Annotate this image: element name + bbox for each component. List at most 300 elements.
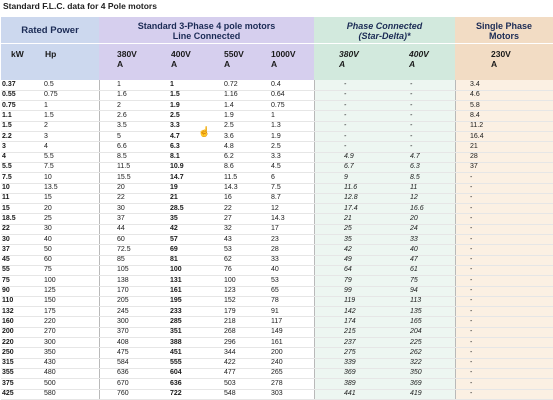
table-cell: 11 bbox=[2, 194, 10, 202]
table-cell: 3 bbox=[44, 132, 48, 140]
table-cell: 35 bbox=[344, 235, 352, 243]
table-cell: 0.37 bbox=[2, 81, 16, 88]
table-cell: 149 bbox=[271, 328, 283, 336]
table-cell: 30 bbox=[44, 225, 52, 233]
table-row bbox=[0, 317, 553, 327]
table-cell: 4 bbox=[44, 142, 48, 150]
table-cell: 389 bbox=[344, 379, 356, 387]
table-cell: 14.7 bbox=[170, 173, 184, 181]
table-cell: 49 bbox=[344, 256, 352, 264]
table-cell: - bbox=[344, 91, 347, 99]
table-cell: 10 bbox=[44, 173, 52, 181]
table-cell: - bbox=[470, 369, 473, 377]
table-cell: 15 bbox=[44, 194, 52, 202]
table-row bbox=[0, 224, 553, 234]
table-cell: 4.5 bbox=[271, 163, 281, 171]
table-cell: 1.9 bbox=[224, 111, 234, 119]
table-cell: 1.4 bbox=[224, 101, 234, 109]
table-cell: - bbox=[344, 81, 347, 88]
table-cell: 0.55 bbox=[2, 91, 16, 99]
table-cell: 3 bbox=[2, 142, 6, 150]
table-cell: 408 bbox=[117, 338, 129, 346]
table-cell: 117 bbox=[271, 317, 283, 325]
table-row bbox=[0, 245, 553, 255]
table-cell: 10.9 bbox=[170, 163, 184, 171]
table-cell: 220 bbox=[2, 338, 14, 346]
table-cell: 204 bbox=[410, 328, 422, 336]
table-row bbox=[0, 80, 553, 90]
table-cell: 9 bbox=[344, 173, 348, 181]
table-cell: 21 bbox=[170, 194, 178, 202]
table-cell: 240 bbox=[271, 359, 283, 367]
table-cell: 6.2 bbox=[224, 153, 234, 161]
table-cell: 20 bbox=[117, 184, 125, 191]
table-cell: 14.3 bbox=[271, 214, 285, 222]
table-cell: 138 bbox=[117, 276, 129, 284]
table-cell: 2.2 bbox=[2, 132, 12, 140]
table-cell: 174 bbox=[344, 317, 356, 325]
table-cell: - bbox=[470, 307, 473, 315]
table-cell: 8.5 bbox=[410, 173, 420, 181]
table-cell: - bbox=[470, 379, 473, 387]
table-cell: 94 bbox=[410, 287, 418, 294]
table-cell: 2.5 bbox=[271, 142, 281, 150]
table-cell: 43 bbox=[224, 235, 232, 243]
table-cell: 25 bbox=[44, 214, 52, 222]
table-cell: 1 bbox=[271, 111, 275, 119]
p380-header: 380V A bbox=[339, 49, 359, 69]
table-cell: - bbox=[470, 214, 473, 222]
table-cell: 17.4 bbox=[344, 204, 358, 212]
table-cell: 28 bbox=[470, 153, 478, 161]
table-cell: 57 bbox=[170, 235, 178, 243]
table-cell: 78 bbox=[271, 297, 279, 305]
table-row bbox=[0, 162, 553, 172]
table-cell: 32 bbox=[224, 225, 232, 233]
table-cell: 12 bbox=[410, 194, 418, 202]
table-row bbox=[0, 338, 553, 348]
table-row bbox=[0, 183, 553, 193]
table-cell: 30 bbox=[2, 235, 10, 243]
table-cell: 4 bbox=[2, 153, 6, 161]
table-cell: 37 bbox=[2, 245, 10, 253]
table-cell: 369 bbox=[344, 369, 356, 377]
table-row bbox=[0, 276, 553, 286]
table-cell: 4.7 bbox=[410, 153, 420, 161]
table-cell: 3.3 bbox=[271, 153, 281, 161]
table-cell: 350 bbox=[410, 369, 422, 377]
v1000-header: 1000V A bbox=[271, 49, 296, 69]
table-cell: - bbox=[470, 348, 473, 356]
table-cell: 1.3 bbox=[271, 122, 281, 130]
table-row bbox=[0, 296, 553, 306]
standard-title-line2: Line Connected bbox=[172, 31, 241, 41]
table-cell: 76 bbox=[224, 266, 232, 274]
table-cell: 15 bbox=[2, 204, 10, 212]
table-cell: 200 bbox=[271, 348, 283, 356]
table-cell: 24 bbox=[410, 225, 418, 233]
table-cell: 45 bbox=[2, 256, 10, 264]
table-cell: 2 bbox=[44, 122, 48, 130]
table-cell: 580 bbox=[44, 390, 56, 397]
table-cell: 451 bbox=[170, 348, 182, 356]
table-cell: 25 bbox=[344, 225, 352, 233]
kw-header: kW bbox=[11, 49, 24, 59]
table-cell: 0.75 bbox=[2, 101, 16, 109]
table-cell: 161 bbox=[170, 287, 182, 294]
table-cell: 27 bbox=[224, 214, 232, 222]
table-cell: 30 bbox=[117, 204, 125, 212]
table-cell: 8.5 bbox=[117, 153, 127, 161]
table-cell: 35 bbox=[170, 214, 178, 222]
table-cell: 722 bbox=[170, 390, 182, 397]
table-cell: 135 bbox=[410, 307, 422, 315]
table-cell: - bbox=[470, 359, 473, 367]
table-cell: 28 bbox=[271, 245, 279, 253]
table-cell: 7.5 bbox=[44, 163, 54, 171]
table-cell: 205 bbox=[117, 297, 129, 305]
table-row bbox=[0, 389, 553, 399]
table-cell: 1.9 bbox=[271, 132, 281, 140]
table-cell: 75 bbox=[2, 276, 10, 284]
table-cell: 2.5 bbox=[224, 122, 234, 130]
table-cell: 475 bbox=[117, 348, 129, 356]
table-cell: 250 bbox=[2, 348, 14, 356]
table-row bbox=[0, 152, 553, 162]
table-cell: 760 bbox=[117, 390, 129, 397]
table-cell: 22 bbox=[224, 204, 232, 212]
table-cell: - bbox=[470, 225, 473, 233]
table-cell: 339 bbox=[344, 359, 356, 367]
table-cell: 61 bbox=[410, 266, 418, 274]
table-cell: 6 bbox=[271, 173, 275, 181]
table-row bbox=[0, 111, 553, 121]
table-cell: 62 bbox=[224, 256, 232, 264]
table-cell: 604 bbox=[170, 369, 182, 377]
table-cell: 42 bbox=[170, 225, 178, 233]
table-cell: 131 bbox=[170, 276, 182, 284]
table-row bbox=[0, 286, 553, 296]
table-cell: 7.5 bbox=[271, 184, 281, 191]
table-row bbox=[0, 307, 553, 317]
table-cell: 72.5 bbox=[117, 245, 131, 253]
table-cell: 0.72 bbox=[224, 81, 238, 88]
table-row bbox=[0, 235, 553, 245]
table-row bbox=[0, 358, 553, 368]
table-cell: 161 bbox=[271, 338, 283, 346]
table-cell: 225 bbox=[410, 338, 422, 346]
table-cell: 20 bbox=[410, 214, 418, 222]
table-row bbox=[0, 327, 553, 337]
table-cell: 47 bbox=[410, 256, 418, 264]
phase-title-line2: (Star-Delta)* bbox=[358, 31, 411, 41]
table-cell: 60 bbox=[117, 235, 125, 243]
table-cell: 6.3 bbox=[170, 142, 180, 150]
table-cell: 16.6 bbox=[410, 204, 424, 212]
table-cell: 350 bbox=[44, 348, 56, 356]
table-cell: 6.6 bbox=[117, 142, 127, 150]
table-cell: 44 bbox=[117, 225, 125, 233]
table-cell: 1.5 bbox=[2, 122, 12, 130]
table-cell: 179 bbox=[224, 307, 236, 315]
table-cell: 503 bbox=[224, 379, 236, 387]
table-cell: 4.6 bbox=[470, 91, 480, 99]
table-cell: 16.4 bbox=[470, 132, 484, 140]
table-cell: 16 bbox=[224, 194, 232, 202]
table-cell: 8.1 bbox=[170, 153, 180, 161]
table-cell: - bbox=[470, 276, 473, 284]
table-row bbox=[0, 379, 553, 389]
table-cell: - bbox=[344, 111, 347, 119]
table-cell: 0.75 bbox=[271, 101, 285, 109]
table-row bbox=[0, 132, 553, 142]
table-cell: 4.8 bbox=[224, 142, 234, 150]
table-cell: - bbox=[344, 122, 347, 130]
table-cell: 91 bbox=[271, 307, 279, 315]
table-row bbox=[0, 121, 553, 131]
v400-header: 400V A bbox=[171, 49, 191, 69]
table-cell: 303 bbox=[271, 390, 283, 397]
table-cell: 1.5 bbox=[170, 91, 180, 99]
table-cell: 37 bbox=[117, 214, 125, 222]
table-cell: 53 bbox=[224, 245, 232, 253]
table-cell: 1 bbox=[170, 81, 174, 88]
table-cell: - bbox=[470, 235, 473, 243]
table-cell: 100 bbox=[44, 276, 56, 284]
table-cell: 218 bbox=[224, 317, 236, 325]
table-cell: 315 bbox=[2, 359, 14, 367]
table-cell: 14.3 bbox=[224, 184, 238, 191]
table-cell: 18.5 bbox=[2, 214, 16, 222]
table-cell: 100 bbox=[170, 266, 182, 274]
table-cell: 5.5 bbox=[2, 163, 12, 171]
table-cell: 64 bbox=[344, 266, 352, 274]
v380-header: 380V A bbox=[117, 49, 137, 69]
table-cell: - bbox=[410, 122, 413, 130]
flc-table bbox=[1, 17, 553, 80]
table-cell: 0.5 bbox=[44, 81, 54, 88]
table-row bbox=[0, 193, 553, 203]
table-cell: - bbox=[470, 317, 473, 325]
table-cell: 4.7 bbox=[170, 132, 180, 140]
table-cell: 430 bbox=[44, 359, 56, 367]
table-cell: 12.8 bbox=[344, 194, 358, 202]
standard-title-line1: Standard 3-Phase 4 pole motors bbox=[137, 21, 276, 31]
table-cell: 0.64 bbox=[271, 91, 285, 99]
table-cell: - bbox=[344, 142, 347, 150]
table-cell: 584 bbox=[117, 359, 129, 367]
table-cell: 422 bbox=[224, 359, 236, 367]
table-cell: - bbox=[410, 101, 413, 109]
table-cell: 12 bbox=[271, 204, 279, 212]
table-cell: 425 bbox=[2, 390, 14, 397]
table-cell: 175 bbox=[44, 307, 56, 315]
table-cell: 5.5 bbox=[44, 153, 54, 161]
table-cell: 477 bbox=[224, 369, 236, 377]
table-cell: 40 bbox=[410, 245, 418, 253]
table-cell: 1.9 bbox=[170, 101, 180, 109]
table-cell: 2 bbox=[117, 101, 121, 109]
table-cell: 170 bbox=[117, 287, 129, 294]
table-cell: 670 bbox=[117, 379, 129, 387]
table-cell: 419 bbox=[410, 390, 422, 397]
table-cell: 0.75 bbox=[44, 91, 58, 99]
table-cell: 195 bbox=[170, 297, 182, 305]
table-cell: 2.6 bbox=[117, 111, 127, 119]
table-cell: 375 bbox=[2, 379, 14, 387]
table-cell: 165 bbox=[410, 317, 422, 325]
table-cell: 265 bbox=[271, 369, 283, 377]
table-cell: 480 bbox=[44, 369, 56, 377]
table-cell: 233 bbox=[170, 307, 182, 315]
table-cell: - bbox=[470, 338, 473, 346]
table-cell: 355 bbox=[2, 369, 14, 377]
table-cell: 441 bbox=[344, 390, 356, 397]
table-row bbox=[0, 204, 553, 214]
table-cell: - bbox=[470, 287, 473, 294]
table-cell: 1.6 bbox=[117, 91, 127, 99]
table-cell: - bbox=[470, 184, 473, 191]
table-cell: - bbox=[470, 245, 473, 253]
table-cell: 21 bbox=[470, 142, 478, 150]
table-cell: 1.5 bbox=[44, 111, 54, 119]
table-cell: - bbox=[470, 173, 473, 181]
table-cell: 270 bbox=[44, 328, 56, 336]
table-cell: 268 bbox=[224, 328, 236, 336]
table-cell: - bbox=[410, 142, 413, 150]
table-cell: 1.16 bbox=[224, 91, 238, 99]
table-cell: 4.9 bbox=[344, 153, 354, 161]
table-cell: 3.4 bbox=[470, 81, 480, 88]
table-cell: 278 bbox=[271, 379, 283, 387]
table-row bbox=[0, 214, 553, 224]
table-cell: 42 bbox=[344, 245, 352, 253]
header-standard bbox=[99, 17, 314, 80]
table-cell: 160 bbox=[2, 317, 14, 325]
table-cell: 13.5 bbox=[44, 184, 58, 191]
table-cell: 5 bbox=[117, 132, 121, 140]
table-cell: - bbox=[470, 390, 473, 397]
table-cell: 11.5 bbox=[117, 163, 131, 171]
table-cell: 237 bbox=[344, 338, 356, 346]
table-cell: 110 bbox=[2, 297, 14, 305]
table-cell: 388 bbox=[170, 338, 182, 346]
table-cell: 322 bbox=[410, 359, 422, 367]
table-cell: 10 bbox=[2, 184, 10, 191]
table-cell: 300 bbox=[117, 317, 129, 325]
table-cell: 99 bbox=[344, 287, 352, 294]
table-row bbox=[0, 173, 553, 183]
table-cell: 119 bbox=[344, 297, 356, 305]
table-cell: 85 bbox=[117, 256, 125, 264]
table-cell: 33 bbox=[410, 235, 418, 243]
table-cell: 8.6 bbox=[224, 163, 234, 171]
table-cell: 17 bbox=[271, 225, 279, 233]
table-cell: 75 bbox=[44, 266, 52, 274]
table-cell: 22 bbox=[2, 225, 10, 233]
table-row bbox=[0, 101, 553, 111]
table-cell: 351 bbox=[170, 328, 182, 336]
table-cell: 40 bbox=[271, 266, 279, 274]
table-cell: 215 bbox=[344, 328, 356, 336]
table-row bbox=[0, 265, 553, 275]
table-cell: 11.5 bbox=[224, 173, 238, 181]
phase-title-line1: Phase Connected bbox=[346, 21, 423, 31]
table-cell: 636 bbox=[117, 369, 129, 377]
table-cell: - bbox=[470, 256, 473, 264]
table-cell: 113 bbox=[410, 297, 422, 305]
rated-power-title: Rated Power bbox=[21, 25, 79, 36]
single-title-line2: Motors bbox=[489, 31, 519, 41]
table-cell: 0.4 bbox=[271, 81, 281, 88]
table-cell: 79 bbox=[344, 276, 352, 284]
table-cell: 7.5 bbox=[2, 173, 12, 181]
table-row bbox=[0, 368, 553, 378]
table-header bbox=[1, 17, 553, 80]
table-cell: - bbox=[344, 101, 347, 109]
table-cell: 245 bbox=[117, 307, 129, 315]
table-cell: 19 bbox=[170, 184, 178, 191]
table-cell: - bbox=[470, 328, 473, 336]
table-cell: 11.6 bbox=[344, 184, 358, 191]
table-cell: 8.7 bbox=[271, 194, 281, 202]
table-cell: - bbox=[470, 204, 473, 212]
page-title: Standard F.L.C. data for 4 Pole motors bbox=[3, 1, 157, 11]
table-cell: 296 bbox=[224, 338, 236, 346]
table-cell: 500 bbox=[44, 379, 56, 387]
table-cell: 15.5 bbox=[117, 173, 131, 181]
table-cell: 1 bbox=[117, 81, 121, 88]
table-cell: - bbox=[410, 111, 413, 119]
table-cell: 125 bbox=[44, 287, 56, 294]
table-cell: 3.5 bbox=[117, 122, 127, 130]
table-cell: 636 bbox=[170, 379, 182, 387]
table-cell: 1.1 bbox=[2, 111, 12, 119]
table-cell: 152 bbox=[224, 297, 236, 305]
table-cell: 5.8 bbox=[470, 101, 480, 109]
table-cell: 23 bbox=[271, 235, 279, 243]
table-cell: 3.3 bbox=[170, 122, 180, 130]
table-cell: 53 bbox=[271, 276, 279, 284]
p400-header: 400V A bbox=[409, 49, 429, 69]
table-cell: 3.6 bbox=[224, 132, 234, 140]
header-rated-power bbox=[1, 17, 99, 80]
hand-cursor-icon: ☝ bbox=[198, 127, 211, 138]
table-cell: 28.5 bbox=[170, 204, 184, 212]
s230-header: 230V A bbox=[491, 49, 511, 69]
single-title-line1: Single Phase bbox=[475, 21, 533, 31]
table-cell: 2.5 bbox=[170, 111, 180, 119]
header-phase-connected bbox=[314, 17, 455, 80]
hp-header: Hp bbox=[45, 49, 57, 59]
table-cell: 69 bbox=[170, 245, 178, 253]
table-cell: 123 bbox=[224, 287, 236, 294]
table-cell: - bbox=[470, 297, 473, 305]
v550-header: 550V A bbox=[224, 49, 244, 69]
table-cell: 6.7 bbox=[344, 163, 354, 171]
table-cell: 132 bbox=[2, 307, 14, 315]
table-cell: 55 bbox=[2, 266, 10, 274]
table-cell: 275 bbox=[344, 348, 356, 356]
table-cell: - bbox=[344, 132, 347, 140]
table-cell: 262 bbox=[410, 348, 422, 356]
table-cell: 22 bbox=[117, 194, 125, 202]
table-cell: 6.3 bbox=[410, 163, 420, 171]
table-cell: 548 bbox=[224, 390, 236, 397]
table-cell: 369 bbox=[410, 379, 422, 387]
table-row bbox=[0, 90, 553, 100]
table-cell: 344 bbox=[224, 348, 236, 356]
